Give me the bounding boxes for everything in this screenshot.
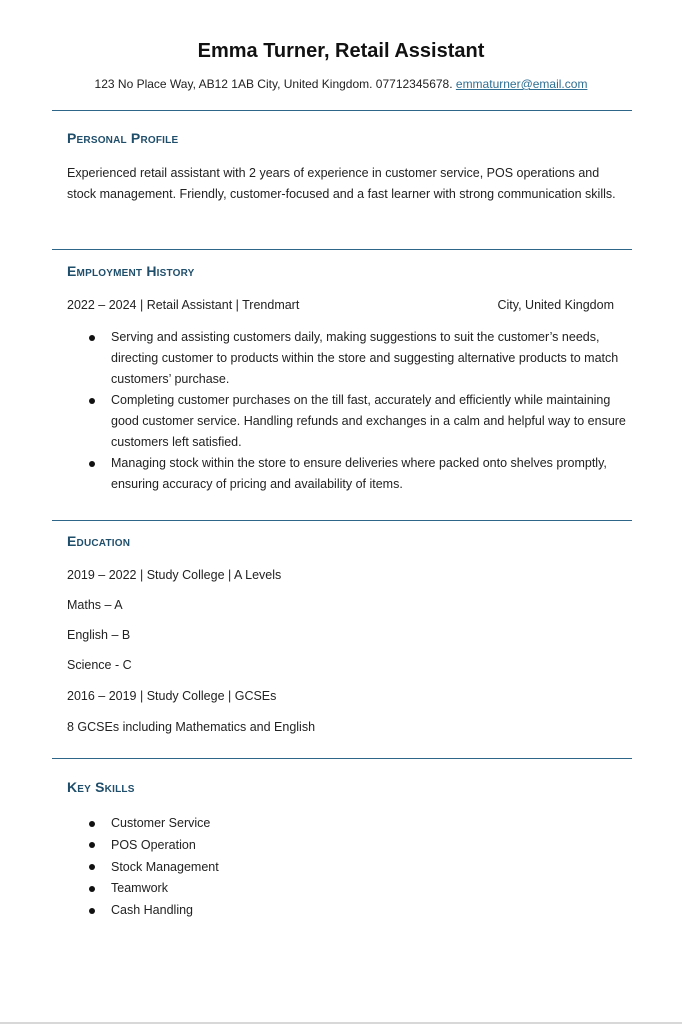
job-title-line: 2022 – 2024 | Retail Assistant | Trendmart [67,298,300,312]
bullet-icon [89,864,95,870]
page-title: Emma Turner, Retail Assistant [197,40,485,62]
section-heading-skills: Key Skills [67,779,135,795]
bullet-icon [89,335,95,341]
divider [52,758,632,759]
contact-line [0,77,682,91]
contact-details: 123 No Place Way, AB12 1AB City, United Kingdom. 07712345678. [94,77,453,91]
list-item-text: Completing customer purchases on the till fast, accurately and efficiently while maintaining good customer service. Handling refunds and exchanges in a calm and helpful way to ensure customers left satisfied. [111,393,626,449]
bullet-icon [89,886,95,892]
list-item-text: Customer Service [111,816,211,830]
list-item [67,453,632,495]
education-line: Maths – A [67,598,123,612]
list-item [67,878,632,900]
list-item [67,813,632,835]
list-item [67,327,632,390]
list-item [67,857,632,879]
job-location: City, United Kingdom [497,298,614,312]
divider [52,110,632,111]
bullet-icon [89,908,95,914]
list-item [67,390,632,453]
list-item [67,900,632,922]
section-heading-profile: Personal Profile [67,130,179,146]
list-item-text: Serving and assisting customers daily, making suggestions to suit the customer’s needs, directing customer to products within the store and suggesting alternative products to match customers’ purchase. [111,330,619,386]
education-line: Science - C [67,658,132,672]
employment-bullet-list [67,327,632,495]
list-item-text: Cash Handling [111,903,193,918]
skills-list [67,813,632,922]
divider [52,249,632,250]
list-item-text: Teamwork [111,881,168,896]
bullet-icon [89,461,95,467]
list-item-text: POS Operation [111,837,196,852]
bullet-icon [89,398,95,404]
list-item [67,835,632,857]
education-line: 8 GCSEs including Mathematics and English [67,720,316,734]
profile-text: Experienced retail assistant with 2 years of experience in customer service, POS operations and stock management. Friendly, customer-focused and a fast learner with strong communication skills. [67,166,616,201]
section-heading-employment: Employment History [67,263,195,279]
email-link[interactable]: emmaturner@email.com [455,77,588,91]
bullet-icon [89,842,95,848]
section-heading-education: Education [67,533,131,549]
list-item-text: Managing stock within the store to ensure deliveries where packed onto shelves promptly, ensuring accuracy of pricing and availability of items. [111,456,607,491]
education-line: 2016 – 2019 | Study College | GCSEs [67,689,277,703]
bullet-icon [89,821,95,827]
divider [52,520,632,521]
education-line: English – B [67,628,131,642]
education-line: 2019 – 2022 | Study College | A Levels [67,568,282,582]
list-item-text: Stock Management [111,859,219,874]
